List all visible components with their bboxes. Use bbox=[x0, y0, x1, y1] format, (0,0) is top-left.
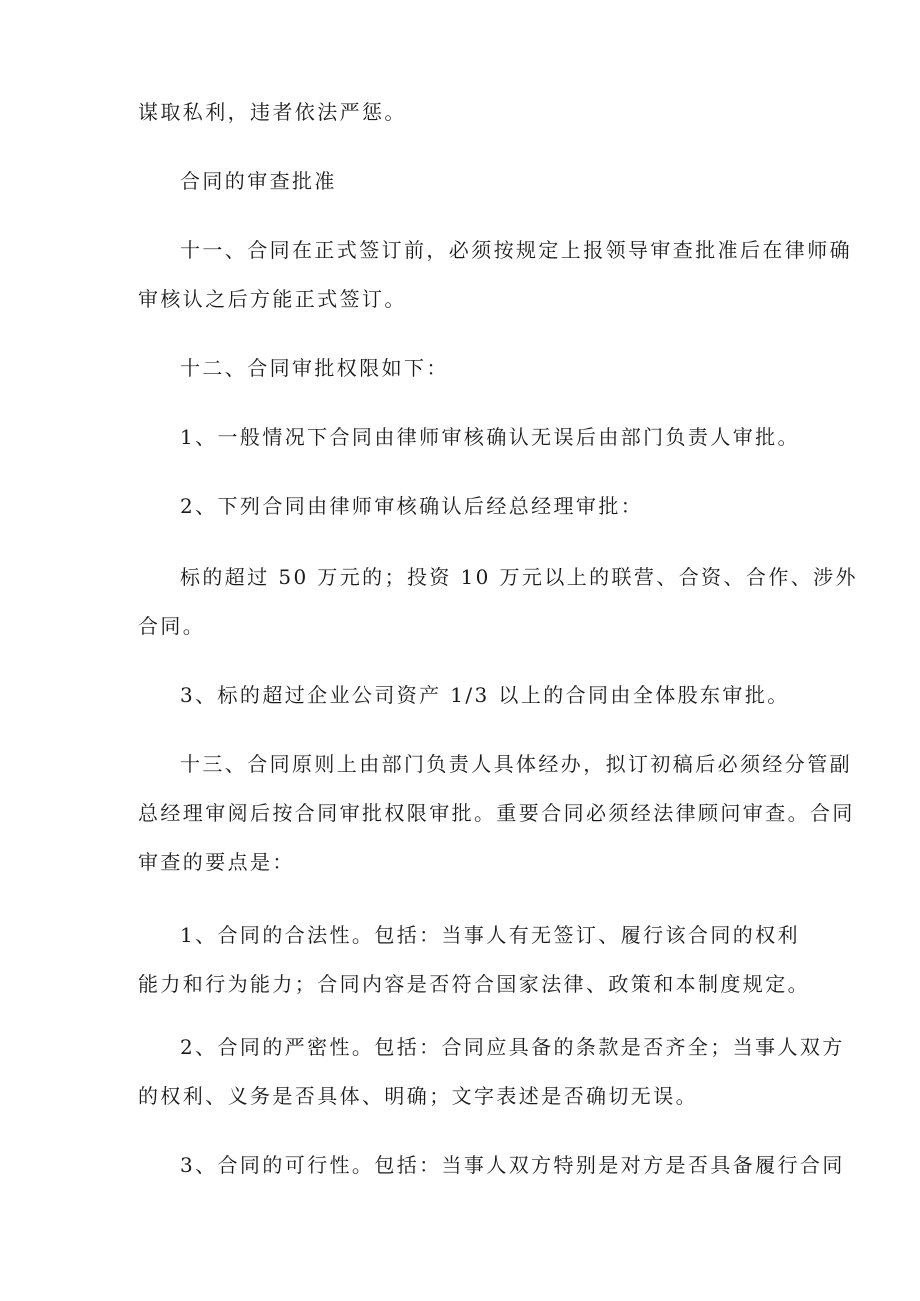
text-line: 合同。 bbox=[138, 614, 206, 638]
text-line: 十三、合同原则上由部门负责人具体经办，拟订初稿后必须经分管副 bbox=[180, 752, 852, 776]
text-line: 1、一般情况下合同由律师审核确认无误后由部门负责人审批。 bbox=[180, 425, 800, 449]
text-line: 标的超过 50 万元的；投资 10 万元以上的联营、合资、合作、涉外 bbox=[180, 565, 858, 589]
text-line: 1、合同的合法性。包括：当事人有无签订、履行该合同的权利 bbox=[180, 923, 800, 947]
text-line: 审查的要点是： bbox=[138, 850, 295, 874]
text-line: 的权利、义务是否具体、明确；文字表述是否确切无误。 bbox=[138, 1084, 698, 1108]
text-line: 3、合同的可行性。包括：当事人双方特别是对方是否具备履行合同 bbox=[180, 1153, 845, 1177]
text-line: 能力和行为能力；合同内容是否符合国家法律、政策和本制度规定。 bbox=[138, 972, 810, 996]
text-line: 2、下列合同由律师审核确认后经总经理审批： bbox=[180, 494, 644, 518]
text-line: 审核认之后方能正式签订。 bbox=[138, 287, 407, 311]
text-line: 3、标的超过企业公司资产 1/3 以上的合同由全体股东审批。 bbox=[180, 683, 790, 707]
text-line: 谋取私利，违者依法严惩。 bbox=[138, 100, 407, 124]
text-line: 十一、合同在正式签订前，必须按规定上报领导审查批准后在律师确 bbox=[180, 238, 852, 262]
text-line: 2、合同的严密性。包括：合同应具备的条款是否齐全；当事人双方 bbox=[180, 1035, 845, 1059]
text-line: 十二、合同审批权限如下： bbox=[180, 356, 449, 380]
section-heading: 合同的审查批准 bbox=[180, 169, 337, 193]
text-line: 总经理审阅后按合同审批权限审批。重要合同必须经法律顾问审查。合同 bbox=[138, 801, 855, 825]
